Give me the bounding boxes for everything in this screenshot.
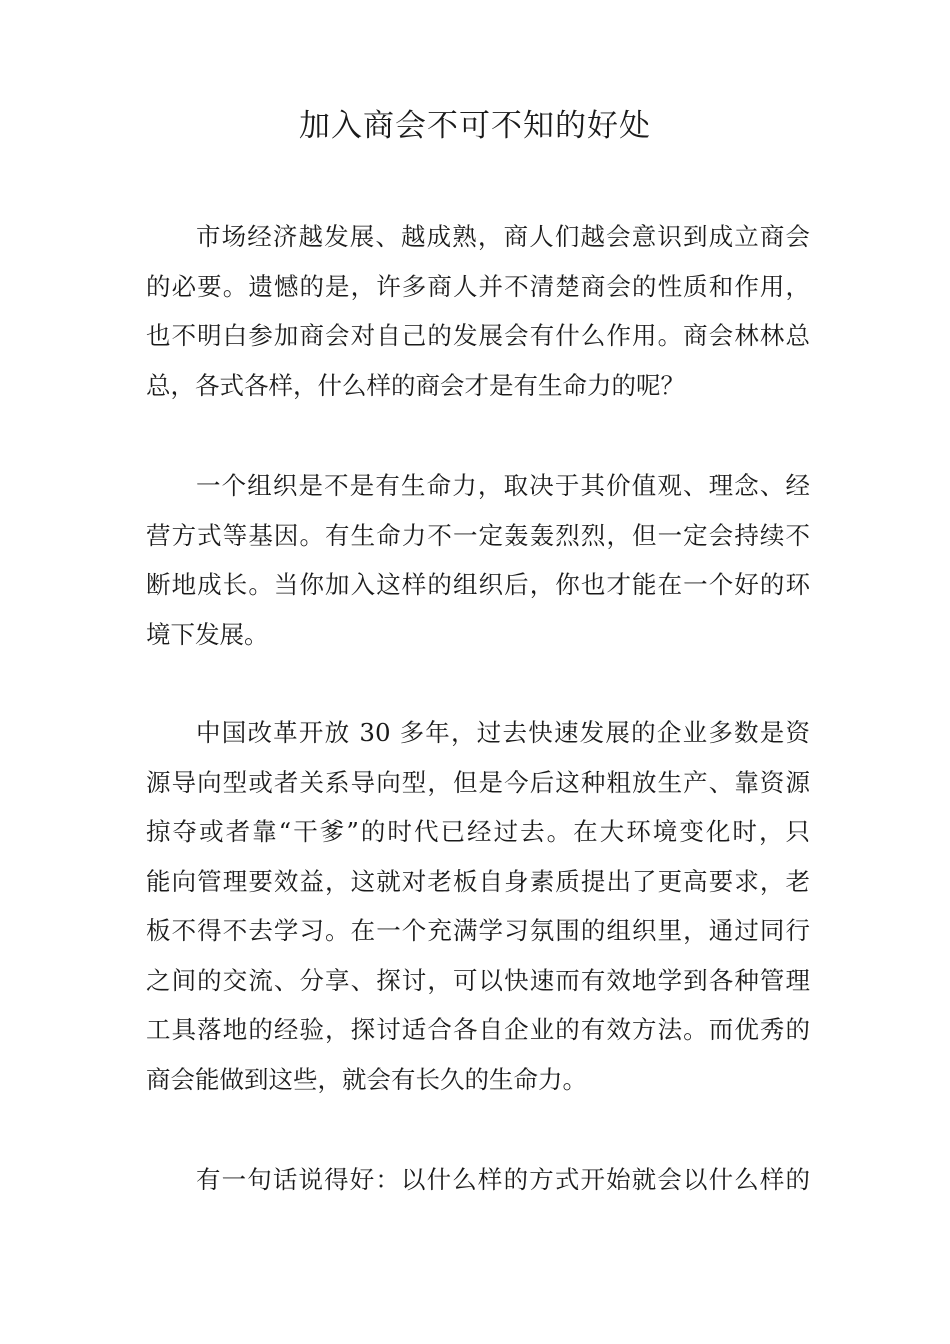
paragraph-line: 营方式等基因。有生命力不一定轰轰烈烈，但一定会持续不 xyxy=(146,520,810,550)
paragraph-line: 也不明白参加商会对自己的发展会有什么作用。商会林林总 xyxy=(146,321,810,350)
paragraph-line: 中国改革开放 30 多年，过去快速发展的企业多数是资 xyxy=(196,718,810,747)
paragraph-line: 工具落地的经验，探讨适合各自企业的有效方法。而优秀的 xyxy=(146,1015,810,1044)
paragraph-line: 源导向型或者关系导向型，但是今后这种粗放生产、靠资源 xyxy=(146,767,810,797)
paragraph-line: 板不得不去学习。在一个充满学习氛围的组织里，通过同行 xyxy=(146,916,810,945)
paragraph-line: 有一句话说得好：以什么样的方式开始就会以什么样的 xyxy=(196,1165,810,1194)
paragraph-line: 商会能做到这些，就会有长久的生命力。 xyxy=(146,1064,587,1094)
paragraph-line: 断地成长。当你加入这样的组织后，你也才能在一个好的环 xyxy=(146,570,810,599)
paragraph-line: 掠夺或者靠“干爹”的时代已经过去。在大环境变化时，只 xyxy=(146,817,810,846)
paragraph-line: 之间的交流、分享、探讨，可以快速而有效地学到各种管理 xyxy=(146,965,810,995)
paragraph-1 xyxy=(146,212,810,410)
document-title: 加入商会不可不知的好处 xyxy=(299,108,651,144)
paragraph-line: 境下发展。 xyxy=(146,619,269,649)
paragraph-4 xyxy=(146,1155,810,1205)
paragraph-line: 的必要。遗憾的是，许多商人并不清楚商会的性质和作用， xyxy=(146,271,810,301)
paragraph-line: 总，各式各样，什么样的商会才是有生命力的呢？ xyxy=(146,370,685,400)
paragraph-3 xyxy=(146,708,810,1104)
paragraph-line: 能向管理要效益，这就对老板自身素质提出了更高要求，老 xyxy=(146,866,810,896)
paragraph-line: 市场经济越发展、越成熟，商人们越会意识到成立商会 xyxy=(196,222,810,251)
paragraph-line: 一个组织是不是有生命力，取决于其价值观、理念、经 xyxy=(196,471,810,500)
paragraph-2 xyxy=(146,461,810,659)
